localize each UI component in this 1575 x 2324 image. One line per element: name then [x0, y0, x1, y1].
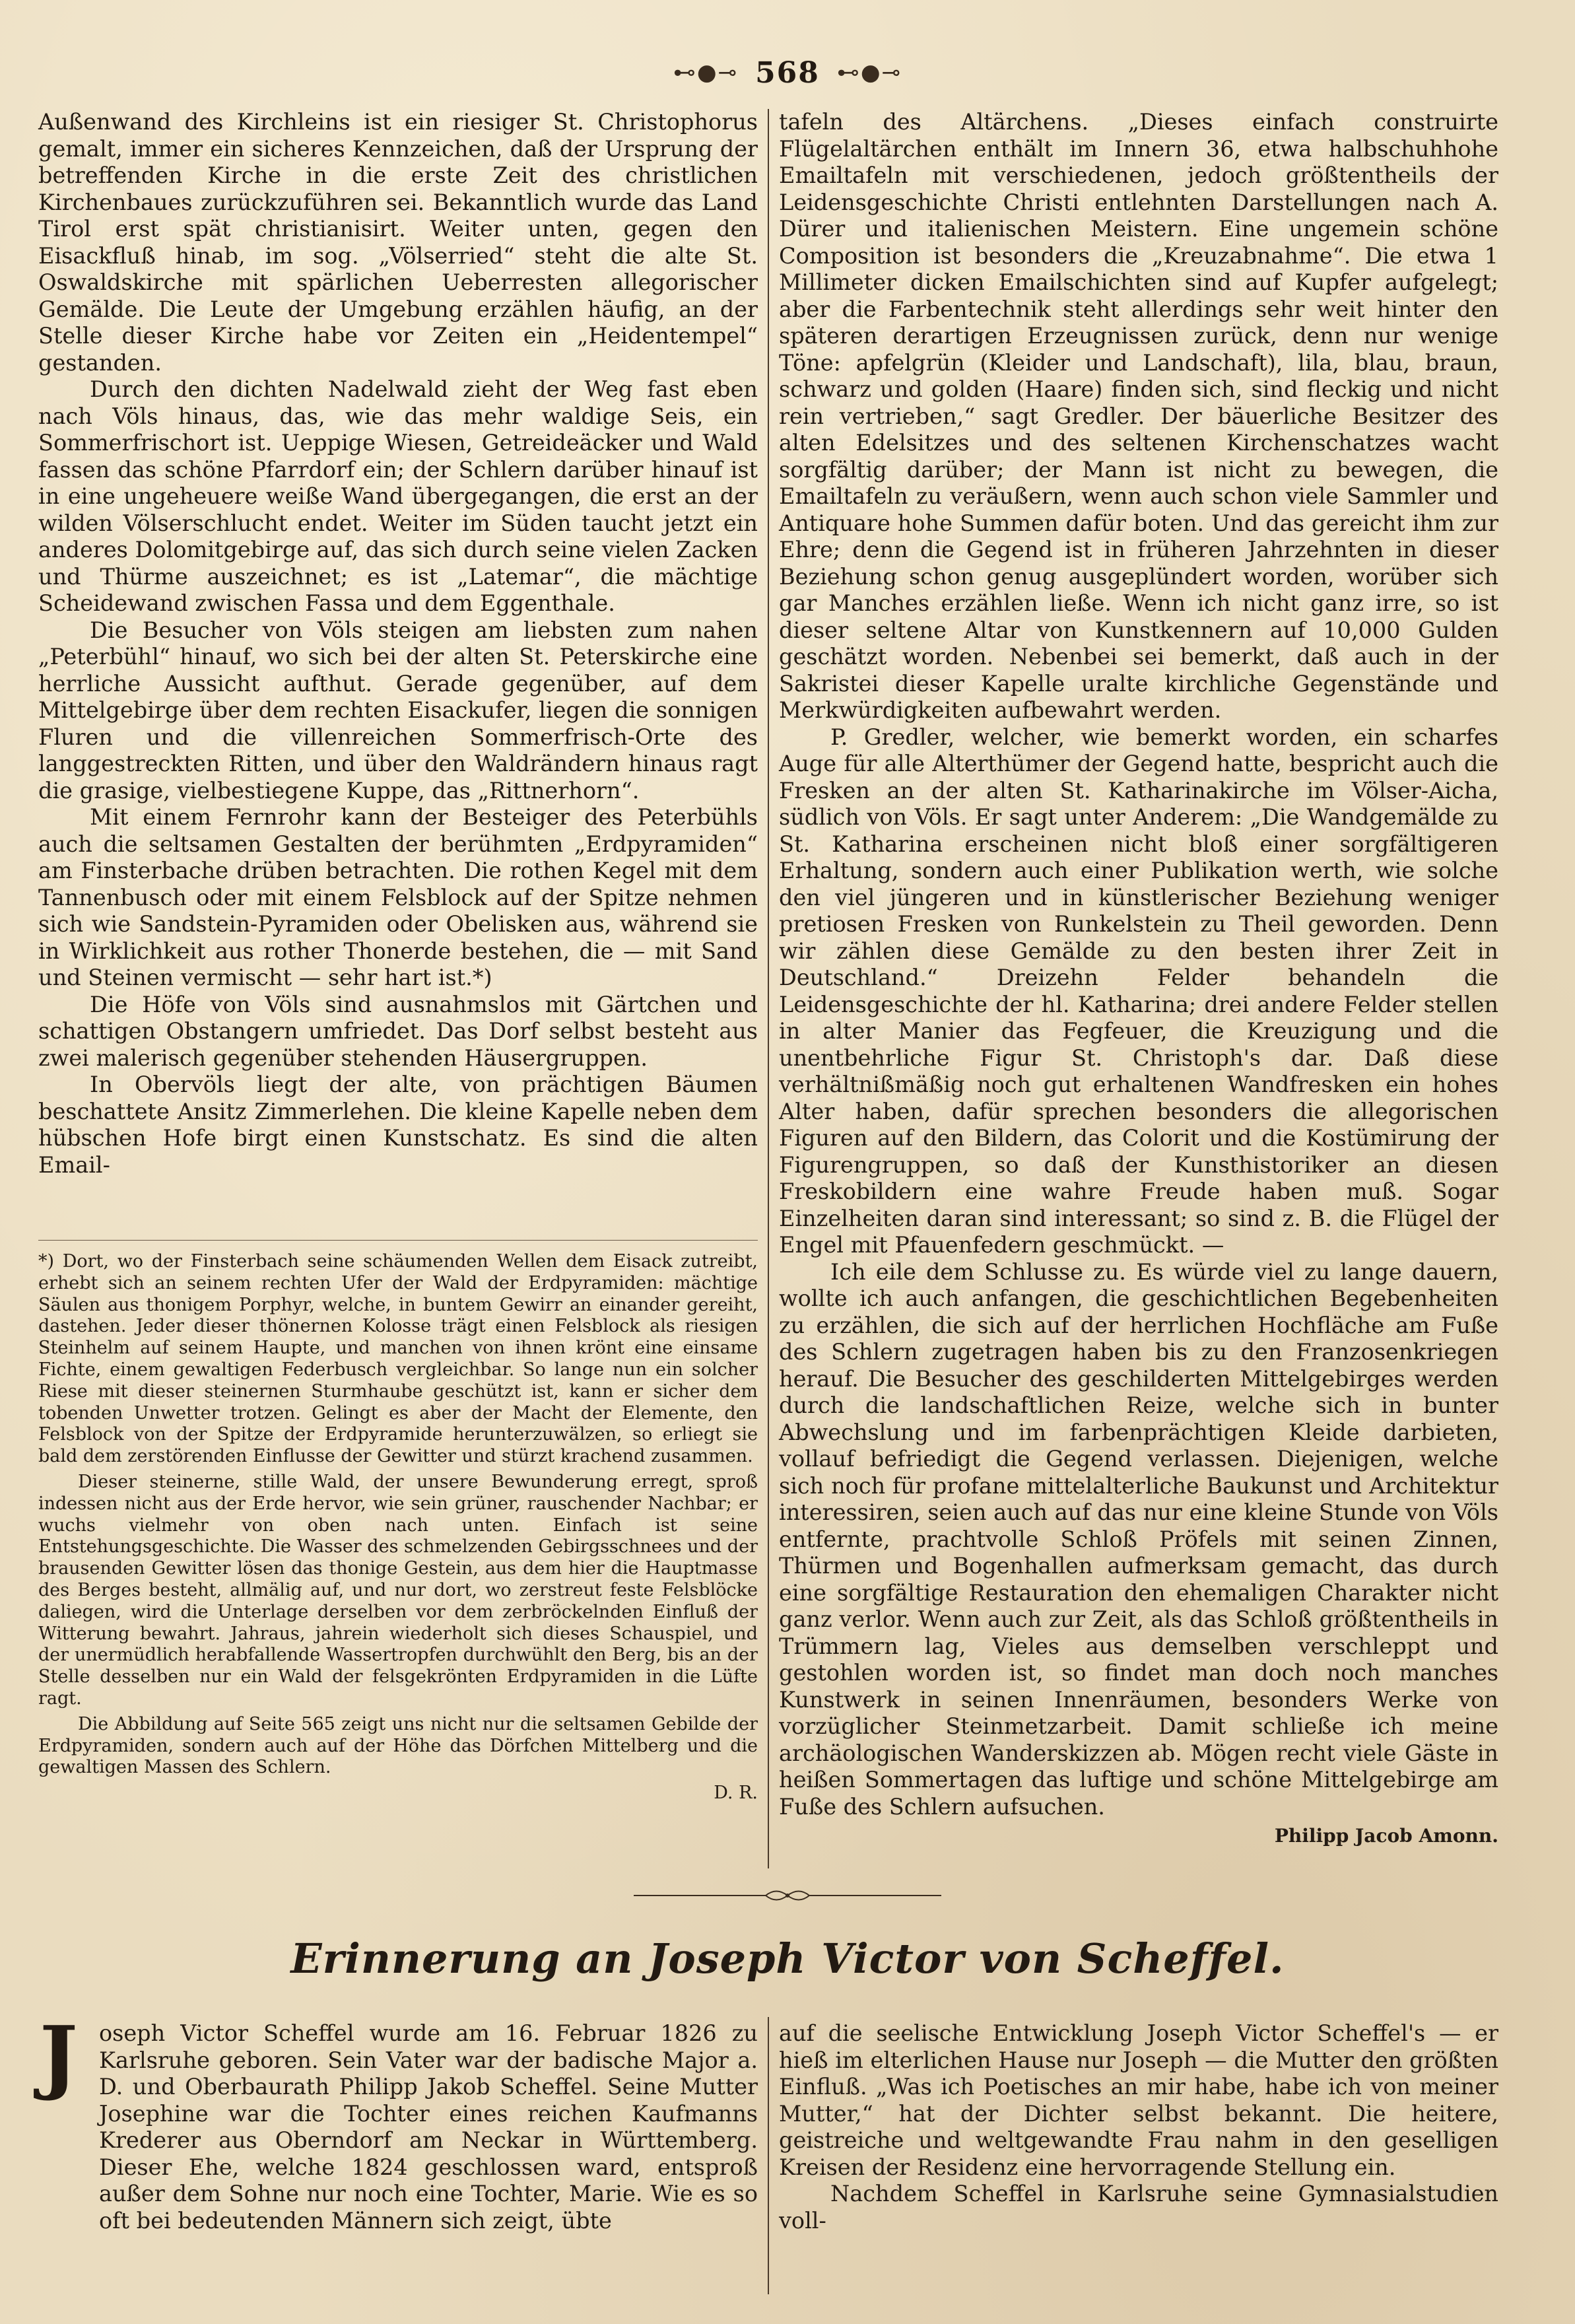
left-column-text [38, 109, 758, 1225]
paragraph: Die Besucher von Völs steigen am liebsten zum nahen „Peterbühl“ hinauf, wo sich bei der alten St. Peterskirche eine herrliche Aussicht aufthut. Gerade gegenüber, auf dem Mittelgebirge über dem rechten Eisackufer, liegen die sonnigen Fluren und die villenreichen Sommerfrisch-Orte des langgestreckten Ritten, und über den Waldrändern hinaus ragt die grasige, vielbestiegene Kuppe, das „Rittnerhorn“. [38, 617, 758, 803]
article-left-column [99, 2020, 758, 2298]
author-signature: Philipp Jacob Amonn. [1274, 1825, 1498, 1847]
paragraph: oseph Victor Scheffel wurde am 16. Februar 1826 zu Karlsruhe geboren. Sein Vater war der badische Major a. D. und Oberbaurath Philipp Jakob Scheffel. Seine Mutter Josephine war die Tochter eines reichen Kaufmanns Krederer aus Oberndorf am Neckar in Württemberg. Dieser Ehe, welche 1824 geschlossen ward, entsproß außer dem Sohne nur noch eine Tochter, Marie. Wie es so oft bei bedeutenden Männern sich zeigt, übte [99, 2020, 758, 2234]
footnote-signature: D. R. [714, 1783, 758, 1804]
paragraph: auf die seelische Entwicklung Joseph Victor Scheffel's — er hieß im elterlichen Hause nur Joseph — die Mutter den größten Einfluß. „Was ich Poetisches an mir habe, habe ich von meiner Mutter,“ hat der Dichter selbst bekannt. Die heitere, geistreiche und weltgewandte Frau nahm in den geselligen Kreisen der Residenz eine hervorragende Stellung ein. [779, 2020, 1498, 2180]
footnote-paragraph: Die Abbildung auf Seite 565 zeigt uns nicht nur die seltsamen Gebilde der Erdpyramiden, sondern auch auf der Höhe das Dörfchen Mittelberg und die gewaltigen Massen des Schlern. [38, 1713, 758, 1778]
footnote-paragraph: Dieser steinerne, stille Wald, der unsere Bewunderung erregt, sproß indessen nicht aus der Erde hervor, wie sein grüner, rauschender Nachbar; er wuchs vielmehr von oben nach unten. Einfach ist seine Entstehungsgeschichte. Die Wasser des schmelzenden Gebirgsschnees und der brausenden Gewitter lösen das thonige Gestein, aus dem hier die Hauptmasse des Berges besteht, allmälig auf, und nur dort, wo zerstreut feste Felsblöcke daliegen, wird die Unterlage derselben vor dem zerbröckelnden Einfluß der Witterung bewahrt. Jahraus, jahrein wiederholt sich dieses Schauspiel, und der unermüdlich herabfallende Wassertropfen durchwühlt den Berg, bis an der Stelle desselben nur ein Wald der felsgekrönten Erdpyramiden in die Lüfte ragt. [38, 1471, 758, 1709]
drop-cap: J [40, 2008, 78, 2103]
paragraph: Die Höfe von Völs sind ausnahmslos mit Gärtchen und schattigen Obstangern umfriedet. Das Dorf selbst besteht aus zwei malerisch gegenüber stehenden Häusergruppen. [38, 991, 758, 1071]
paragraph: Nachdem Scheffel in Karlsruhe seine Gymnasialstudien voll- [779, 2181, 1498, 2234]
article-column-divider [768, 2017, 769, 2294]
right-ornament-icon: ⊷●⊸ [836, 59, 902, 86]
right-column-text [779, 109, 1498, 1865]
paragraph: Mit einem Fernrohr kann der Besteiger des Peterbühls auch die seltsamen Gestalten der berühmten „Erdpyramiden“ am Finsterbache drüben betrachten. Die rothen Kegel mit dem Tannenbusch oder mit einem Felsblock auf der Spitze nehmen sich wie Sandstein-Pyramiden oder Obelisken aus, während sie in Wirklichkeit aus rother Thonerde bestehen, die — mit Sand und Steinen vermischt — sehr hart ist.*) [38, 804, 758, 990]
footnote-block [38, 1251, 758, 1865]
paragraph: In Obervöls liegt der alte, von prächtigen Bäumen beschattete Ansitz Zimmerlehen. Die kleine Kapelle neben dem hübschen Hofe birgt einen Kunstschatz. Es sind die alten Email- [38, 1072, 758, 1178]
paragraph: P. Gredler, welcher, wie bemerkt worden, ein scharfes Auge für alle Alterthümer der Gegend hatte, bespricht auch die Fresken an der alten St. Katharinakirche im Völser-Aicha, südlich von Völs. Er sagt unter Anderem: „Die Wandgemälde zu St. Katharina erscheinen nicht bloß einer sorgfältigeren Erhaltung, sondern auch einer Publikation werth, wie solche den viel jüngeren und in künstlerischer Beziehung weniger pretiosen Fresken von Runkelstein zu Theil geworden. Denn wir zählen diese Gemälde zu den besten ihrer Zeit in Deutschland.“ Dreizehn Felder behandeln die Leidensgeschichte der hl. Katharina; drei andere Felder stellen in alter Manier das Fegfeuer, die Kreuzigung und die unentbehrliche Figur St. Christoph's dar. Daß diese verhältnißmäßig noch gut erhaltenen Wandfresken ein hohes Alter haben, dafür sprechen besonders die allegorischen Figuren auf den Bildern, das Colorit und die Kostümirung der Figurengruppen, so daß der Kunsthistoriker an diesen Freskobildern eine wahre Freude haben muß. Sogar Einzelheiten daran sind interessant; so sind z. B. die Flügel der Engel mit Pfauenfedern geschmückt. — [779, 724, 1498, 1258]
article-title: Erinnerung an Joseph Victor von Scheffel. [290, 1934, 1285, 1983]
article-right-column [779, 2020, 1498, 2298]
page-number: 568 [755, 55, 820, 90]
section-separator-ornament [634, 1887, 941, 1904]
column-divider [768, 109, 769, 1868]
paragraph: Außenwand des Kirchleins ist ein riesiger St. Christophorus gemalt, immer ein sicheres Kennzeichen, daß der Ursprung der betreffenden Kirche in die erste Zeit des christlichen Kirchenbaues zurückzuführen sei. Bekanntlich wurde das Land Tirol erst spät christianisirt. Weiter unten, gegen den Eisackfluß hinab, im sog. „Völserried“ steht die alte St. Oswaldskirche mit spärlichen Ueberresten allegorischer Gemälde. Die Leute der Umgebung erzählen häufig, an der Stelle dieser Kirche habe vor Zeiten ein „Heidentempel“ gestanden. [38, 109, 758, 376]
footnote-paragraph: *) Dort, wo der Finsterbach seine schäumenden Wellen dem Eisack zutreibt, erhebt sich an seinem rechten Ufer der Wald der Erdpyramiden: mächtige Säulen aus thonigem Porphyr, welche, in buntem Gewirr an einander gereiht, dastehen. Jeder dieser thönernen Kolosse trägt einen Felsblock als riesigen Steinhelm auf seinem Haupte, und manchen von ihnen krönt eine einsame Fichte, einem gewaltigen Federbusch vergleichbar. So lange nun ein solcher Riese mit dieser steinernen Sturmhaube geschützt ist, kann er sicher dem tobenden Unwetter trotzen. Gelingt es aber der Macht der Elemente, den Felsblock von der Spitze der Erdpyramide herunterzuwälzen, so erliegt sie bald dem zerstörenden Einflusse der Gewitter und stürzt krachend zusammen. [38, 1251, 758, 1467]
paragraph: Ich eile dem Schlusse zu. Es würde viel zu lange dauern, wollte ich auch anfangen, die geschichtlichen Begebenheiten zu erzählen, die sich auf der herrlichen Hochfläche am Fuße des Schlern zugetragen haben bis zu den Franzosenkriegen herauf. Die Besucher des geschilderten Mittelgebirges werden durch die landschaftlichen Reize, welche sich in bunter Abwechslung und im farbenprächtigen Kleide darbieten, vollauf befriedigt die Gegend verlassen. Diejenigen, welche sich noch für profane mittelalterliche Baukunst und Architektur interessiren, seien auch auf das nur eine kleine Stunde von Völs entfernte, prachtvolle Schloß Pröfels mit seinen Zinnen, Thürmen und Bogenhallen aufmerksam gemacht, das durch eine sorgfältige Restauration den ehemaligen Charakter nicht ganz verlor. Wenn auch zur Zeit, als das Schloß größtentheils in Trümmern lag, Vieles aus demselben verschleppt und gestohlen worden ist, so findet man doch noch manches Kunstwerk in seinen Innenräumen, besonders Werke von vorzüglicher Steinmetzarbeit. Damit schließe ich meine archäologischen Wanderskizzen ab. Mögen recht viele Gäste in heißen Sommertagen das luftige und schöne Mittelgebirge am Fuße des Schlern aufsuchen. [779, 1258, 1498, 1820]
paragraph: Durch den dichten Nadelwald zieht der Weg fast eben nach Völs hinaus, das, wie das mehr waldige Seis, ein Sommerfrischort ist. Ueppige Wiesen, Getreideäcker und Wald fassen das schöne Pfarrdorf ein; der Schlern darüber hinauf ist in eine ungeheuere weiße Wand übergegangen, die erst an der wilden Völserschlucht endet. Weiter im Süden taucht jetzt ein anderes Dolomitgebirge auf, das sich durch seine vielen Zacken und Thürme auszeichnet; es ist „Latemar“, die mächtige Scheidewand zwischen Fassa und dem Eggenthale. [38, 376, 758, 616]
paragraph: tafeln des Altärchens. „Dieses einfach construirte Flügelaltärchen enthält im Innern 36, etwa halbschuhhohe Emailtafeln mit verschiedenen, jedoch größtentheils der Leidensgeschichte Christi entlehnten Darstellungen nach A. Dürer und italienischen Meistern. Eine ungemein schöne Composition ist besonders die „Kreuzabnahme“. Die etwa 1 Millimeter dicken Emailschichten sind auf Kupfer aufgelegt; aber die Farbentechnik steht allerdings sehr weit hinter den späteren derartigen Erzeugnissen zurück, denn nur wenige Töne: apfelgrün (Kleider und Landschaft), lila, blau, braun, schwarz und golden (Haare) finden sich, sind fleckig und nicht rein vertrieben,“ sagt Gredler. Der bäuerliche Besitzer des alten Edelsitzes und des seltenen Kirchenschatzes wacht sorgfältig darüber; der Mann ist nicht zu bewegen, die Emailtafeln zu veräußern, wenn auch schon viele Sammler und Antiquare hohe Summen dafür boten. Und das gereicht ihm zur Ehre; denn die Gegend ist in früheren Jahrzehnten in dieser Beziehung schon genug ausgeplündert worden, worüber sich gar Manches erzählen ließe. Wenn ich nicht ganz irre, so ist dieser seltene Altar von Kunstkennern auf 10,000 Gulden geschätzt worden. Nebenbei sei bemerkt, daß auch in der Sakristei dieser Kapelle uralte kirchliche Gegenstände und Merkwürdigkeiten aufbewahrt werden. [779, 109, 1498, 723]
footnote-divider [38, 1240, 758, 1241]
page-header [0, 53, 1575, 92]
left-ornament-icon: ⊷●⊸ [673, 59, 739, 86]
